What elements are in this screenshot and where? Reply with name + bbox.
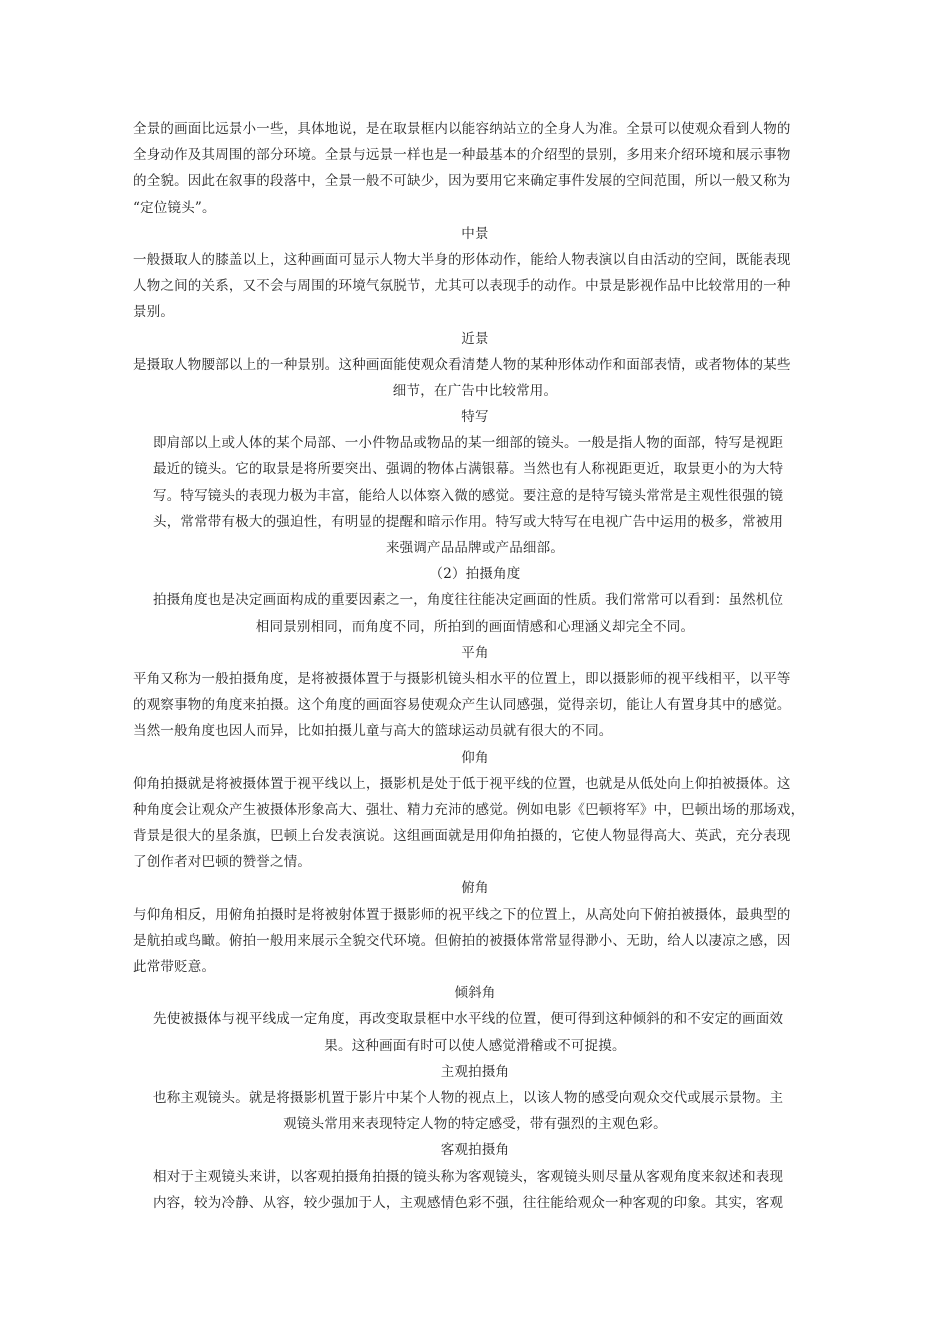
- text-line: 观镜头常用来表现特定人物的特定感受，带有强烈的主观色彩。: [283, 1116, 667, 1133]
- text-line: 细节，在广告中比较常用。: [392, 382, 558, 399]
- section-heading: 倾斜角: [454, 985, 496, 1002]
- text-line: 一般摄取人的膝盖以上，这种画面可显示人物大半身的形体动作，能给人物表演以自由活动的空间，既能表现: [133, 251, 791, 268]
- text-line: 写。特写镜头的表现力极为丰富，能给人以体察入微的感觉。要注意的是特写镜头常常是主观性很强的镜: [153, 487, 784, 504]
- text-line: 来强调产品品牌或产品细部。: [385, 540, 565, 556]
- text-line: 相对于主观镜头来讲，以客观拍摄角拍摄的镜头称为客观镜头，客观镜头则尽量从客观角度来叙述和表现: [153, 1168, 784, 1185]
- text-line: 先使被摄体与视平线成一定角度，再改变取景框中水平线的位置，便可得到这种倾斜的和不安定的画面效: [153, 1011, 784, 1028]
- section-heading: 特写: [461, 409, 489, 426]
- section-heading: （2）拍摄角度: [429, 566, 521, 583]
- text-line: 与仰角相反，用俯角拍摄时是将被射体置于摄影师的祝平线之下的位置上，从高处向下俯拍被摄体，最典型的: [133, 906, 791, 923]
- text-line: 相同景别相同，而角度不同，所拍到的画面情感和心理涵义却完全不同。: [255, 618, 695, 635]
- text-line: 果。这种画面有时可以使人感觉滑稽或不可捉摸。: [324, 1037, 626, 1054]
- text-line: 此常带贬意。: [133, 959, 216, 975]
- text-line: 了创作者对巴顿的赞誉之情。: [133, 854, 312, 871]
- section-heading: 仰角: [461, 749, 489, 766]
- text-line: 仰角拍摄就是将被摄体置于视平线以上，摄影机是处于低于视平线的位置，也就是从低处向上仰拍被摄体。这: [133, 775, 791, 792]
- text-line: 即肩部以上或人体的某个局部、一小件物品或物品的某一细部的镜头。一般是指人物的面部，特写是视距: [153, 435, 784, 452]
- text-line: 内容，较为冷静、从容，较少强加于人，主观感情色彩不强，往往能给观众一种客观的印象。其实，客观: [153, 1194, 784, 1211]
- section-heading: 中景: [461, 225, 489, 242]
- text-line: 是航拍或鸟瞰。俯拍一般用来展示全貌交代环境。但俯拍的被摄体常常显得渺小、无助，给人以凄凉之感，因: [133, 932, 791, 949]
- text-line: 景别。: [133, 304, 175, 321]
- text-line: 是摄取人物腰部以上的一种景别。这种画面能使观众看清楚人物的某种形体动作和面部表情，或者物体的某些: [133, 356, 791, 373]
- text-line: 人物之间的关系，又不会与周围的环境气氛脱节，尤其可以表现手的动作。中景是影视作品中比较常用的一种: [133, 278, 791, 295]
- section-heading: 近景: [461, 330, 489, 347]
- text-line: 背景是很大的星条旗，巴顿上台发表演说。这组画面就是用仰角拍摄的，它使人物显得高大、英武，充分表现: [133, 828, 791, 845]
- text-line: 当然一般角度也因人而异，比如拍摄儿童与高大的篮球运动员就有很大的不同。: [133, 723, 613, 740]
- section-heading: 平角: [461, 644, 489, 661]
- text-line: 头，常常带有极大的强迫性，有明显的提醒和暗示作用。特写或大特写在电视广告中运用的极多，常被用: [153, 513, 784, 530]
- section-heading: 俯角: [461, 880, 489, 897]
- text-line: 全身动作及其周围的部分环境。全景与远景一样也是一种最基本的介绍型的景别，多用来介绍环境和展示事物: [133, 147, 791, 164]
- text-line: 全景的画面比远景小一些，具体地说，是在取景框内以能容纳站立的全身人为准。全景可以使观众看到人物的: [133, 121, 791, 137]
- section-heading: 客观拍摄角: [440, 1142, 510, 1159]
- text-line: “定位镜头”。: [133, 199, 216, 216]
- text-line: 也称主观镜头。就是将摄影机置于影片中某个人物的视点上，以该人物的感受向观众交代或展示景物。主: [153, 1089, 784, 1106]
- text-line: 的观察事物的角度来拍摄。这个角度的画面容易使观众产生认同感强，觉得亲切，能让人有置身其中的感觉。: [133, 697, 791, 714]
- text-line: 平角又称为一般拍摄角度，是将被摄体置于与摄影机镜头相水平的位置上，即以摄影师的视平线相平，以平等: [133, 670, 791, 687]
- text-line: 种角度会让观众产生被摄体形象高大、强壮、精力充沛的感觉。例如电影《巴顿将军》中，巴顿出场的那场戏，: [133, 801, 805, 818]
- text-line: 最近的镜头。它的取景是将所要突出、强调的物体占满银幕。当然也有人称视距更近，取景更小的为大特: [153, 461, 784, 478]
- text-line: 拍摄角度也是决定画面构成的重要因素之一，角度往往能决定画面的性质。我们常常可以看到：虽然机位: [153, 592, 784, 609]
- section-heading: 主观拍摄角: [440, 1063, 510, 1080]
- text-line: 的全貌。因此在叙事的段落中，全景一般不可缺少，因为要用它来确定事件发展的空间范围，所以一般又称为: [133, 173, 791, 190]
- document-page: [0, 116, 950, 1216]
